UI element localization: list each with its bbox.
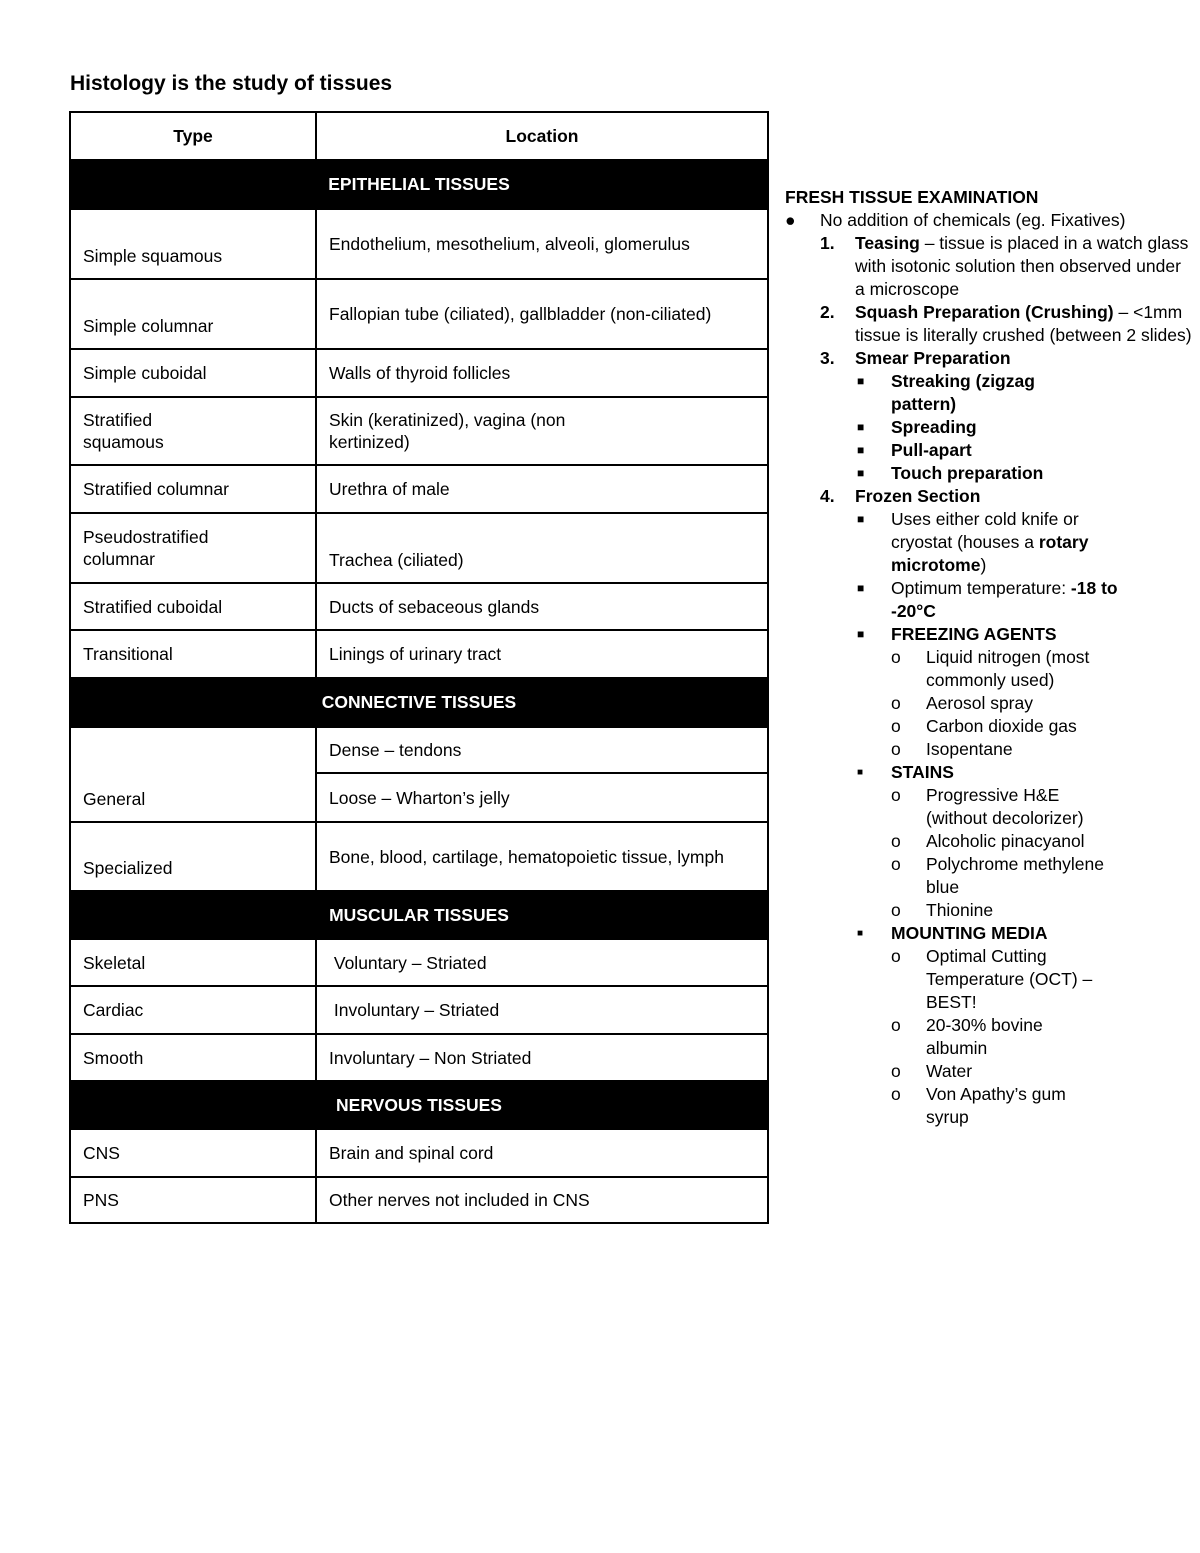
square-bullet-icon: ■	[857, 374, 865, 388]
item-text: Water	[926, 1061, 973, 1081]
table-row	[71, 466, 767, 514]
list-item	[785, 370, 1066, 416]
location-cell	[317, 728, 767, 821]
location-cell	[317, 280, 767, 348]
circle-bullet-icon: o	[891, 1084, 901, 1104]
item-text: Polychrome methylene blue	[926, 854, 1104, 897]
table-row	[71, 584, 767, 631]
list-item	[785, 1014, 1086, 1060]
method-name: Squash Preparation (Crushing)	[855, 302, 1114, 322]
method-teasing	[785, 232, 1195, 301]
location-cell: Ducts of sebaceous glands	[329, 596, 540, 617]
item-text-bold: -18 to -20°C	[891, 578, 1118, 621]
square-bullet-icon: ■	[857, 466, 865, 480]
location-text: Bone, blood, cartilage, hematopoietic tissue, lymph	[329, 846, 724, 867]
type-cell: General	[71, 728, 317, 821]
list-item	[785, 416, 1195, 439]
item-text: Spreading	[891, 417, 977, 437]
item-text: )	[980, 555, 987, 575]
section-epithelial	[71, 161, 767, 210]
list-item	[785, 646, 1126, 692]
type-cell: Stratified cuboidal	[71, 584, 317, 629]
list-item	[785, 462, 1195, 485]
table-row	[71, 987, 767, 1035]
list-item	[785, 1060, 1195, 1083]
list-number: 3.	[820, 348, 835, 368]
square-bullet-icon: ■	[857, 627, 865, 641]
location-cell: Trachea (ciliated)	[329, 550, 464, 570]
table-row	[71, 350, 767, 398]
list-item	[785, 899, 1195, 922]
tissue-table	[69, 111, 769, 1224]
section-label: CONNECTIVE TISSUES	[321, 692, 517, 712]
column-header-type: Type	[71, 113, 317, 159]
type-cell: Transitional	[71, 631, 317, 677]
method-name: Teasing	[855, 233, 920, 253]
location-subcell: Loose – Wharton’s jelly	[329, 787, 510, 808]
list-item	[785, 577, 1126, 623]
method-desc: – tissue is placed in a watch glass with isotonic solution then observed under a microscope	[855, 233, 1189, 299]
list-item	[785, 439, 1195, 462]
item-text: Progressive H&E (without decolorizer)	[926, 785, 1084, 828]
circle-bullet-icon: o	[891, 785, 901, 805]
type-cell: Smooth	[71, 1035, 317, 1080]
type-cell: Cardiac	[71, 987, 317, 1033]
type-cell: Specialized	[71, 823, 317, 890]
table-row	[71, 514, 767, 584]
circle-bullet-icon: o	[891, 716, 901, 736]
list-item	[785, 761, 1195, 784]
type-cell: Stratified columnar	[71, 466, 317, 512]
location-cell: Brain and spinal cord	[329, 1143, 494, 1163]
square-bullet-icon: ■	[857, 420, 865, 434]
page-title: Histology is the study of tissues	[70, 72, 393, 95]
location-cell: Voluntary – Striated	[329, 952, 487, 973]
location-cell: Walls of thyroid follicles	[329, 363, 511, 383]
subheading: STAINS	[891, 762, 954, 782]
location-text: Endothelium, mesothelium, alveoli, glomerulus	[329, 234, 690, 254]
location-cell: Involuntary – Non Striated	[329, 1047, 532, 1068]
list-item	[785, 623, 1195, 646]
type-cell	[71, 398, 317, 464]
table-row	[71, 728, 767, 823]
table-row	[71, 280, 767, 350]
square-bullet-icon: ■	[857, 443, 865, 457]
type-cell: Simple cuboidal	[71, 350, 317, 396]
type-cell	[71, 514, 317, 582]
item-text: Isopentane	[926, 739, 1013, 759]
list-number: 2.	[820, 302, 835, 322]
list-item	[785, 508, 1121, 577]
list-item	[785, 1083, 1101, 1129]
item-text: Alcoholic pinacyanol	[926, 831, 1085, 851]
method-desc: – <1mm tissue is literally crushed (between 2 slides)	[855, 302, 1192, 345]
list-item	[785, 209, 1195, 232]
table-row	[71, 210, 767, 280]
type-text: Stratified squamous	[83, 410, 164, 452]
table-row	[71, 1130, 767, 1178]
type-text: Pseudostratified columnar	[83, 527, 209, 569]
method-frozen	[785, 485, 1195, 508]
table-row	[71, 631, 767, 679]
circle-bullet-icon: o	[891, 1015, 901, 1035]
circle-bullet-icon: o	[891, 900, 901, 920]
subheading: FREEZING AGENTS	[891, 624, 1057, 644]
circle-bullet-icon: o	[891, 854, 901, 874]
method-smear	[785, 347, 1195, 370]
location-cell	[317, 210, 767, 278]
bullet-icon: ●	[785, 210, 796, 230]
item-text: Aerosol spray	[926, 693, 1033, 713]
square-bullet-icon: ■	[857, 928, 864, 939]
item-text: Optimal Cutting Temperature (OCT) – BEST!	[926, 946, 1093, 1012]
location-cell: Other nerves not included in CNS	[329, 1190, 590, 1210]
list-item	[785, 830, 1195, 853]
section-connective	[71, 679, 767, 728]
section-heading: FRESH TISSUE EXAMINATION	[785, 187, 1039, 207]
circle-bullet-icon: o	[891, 693, 901, 713]
list-item	[785, 715, 1195, 738]
table-row	[71, 1178, 767, 1222]
item-text: Optimum temperature:	[891, 578, 1071, 598]
square-bullet-icon: ■	[857, 581, 865, 595]
item-text: Carbon dioxide gas	[926, 716, 1077, 736]
bullet-text: No addition of chemicals (eg. Fixatives)	[820, 210, 1126, 230]
list-item	[785, 692, 1195, 715]
section-muscular	[71, 892, 767, 940]
item-text: Streaking (zigzag pattern)	[891, 371, 1035, 414]
list-item	[785, 945, 1126, 1014]
method-name: Frozen Section	[855, 486, 981, 506]
type-cell: CNS	[71, 1130, 317, 1176]
method-name: Smear Preparation	[855, 348, 1011, 368]
list-number: 4.	[820, 486, 835, 506]
location-text: Skin (keratinized), vagina (non kertinized)	[329, 410, 566, 452]
location-cell: Urethra of male	[329, 479, 450, 499]
table-row	[71, 1035, 767, 1082]
section-label: MUSCULAR TISSUES	[329, 904, 509, 925]
circle-bullet-icon: o	[891, 1061, 901, 1081]
location-cell: Linings of urinary tract	[329, 644, 502, 664]
section-label: NERVOUS TISSUES	[336, 1094, 502, 1115]
square-bullet-icon: ■	[857, 767, 864, 778]
list-number: 1.	[820, 233, 835, 253]
location-cell	[317, 823, 767, 890]
section-nervous	[71, 1082, 767, 1130]
type-cell: Skeletal	[71, 940, 317, 985]
location-cell: Involuntary – Striated	[329, 1000, 500, 1020]
location-text: Fallopian tube (ciliated), gallbladder (non-ciliated)	[329, 304, 712, 324]
circle-bullet-icon: o	[891, 739, 901, 759]
table-row	[71, 398, 767, 466]
section-label: EPITHELIAL TISSUES	[328, 174, 510, 194]
column-header-location: Location	[505, 126, 579, 146]
subheading: MOUNTING MEDIA	[891, 923, 1048, 943]
method-squash	[785, 301, 1195, 347]
list-item	[785, 784, 1116, 830]
list-item	[785, 738, 1195, 761]
item-text: Pull-apart	[891, 440, 972, 460]
list-item	[785, 922, 1195, 945]
table-row	[71, 823, 767, 892]
circle-bullet-icon: o	[891, 946, 901, 966]
square-bullet-icon: ■	[857, 512, 865, 526]
item-text-bold: rotary microtome	[891, 532, 1089, 575]
circle-bullet-icon: o	[891, 647, 901, 667]
item-text: Touch preparation	[891, 463, 1044, 483]
item-text: Liquid nitrogen (most commonly used)	[926, 647, 1090, 690]
fresh-tissue-notes	[785, 186, 1195, 1129]
item-text: 20-30% bovine albumin	[926, 1015, 1043, 1058]
item-text: Von Apathy’s gum syrup	[926, 1084, 1066, 1127]
location-subcell: Dense – tendons	[317, 728, 767, 774]
type-cell: Simple columnar	[71, 280, 317, 348]
location-cell	[317, 398, 767, 464]
table-header-row	[71, 113, 767, 161]
table-row	[71, 940, 767, 987]
circle-bullet-icon: o	[891, 831, 901, 851]
list-item	[785, 853, 1136, 899]
item-text: Uses either cold knife or cryostat (houses a	[891, 509, 1079, 552]
item-text: Thionine	[926, 900, 994, 920]
type-cell: Simple squamous	[71, 210, 317, 278]
type-cell: PNS	[71, 1178, 317, 1222]
